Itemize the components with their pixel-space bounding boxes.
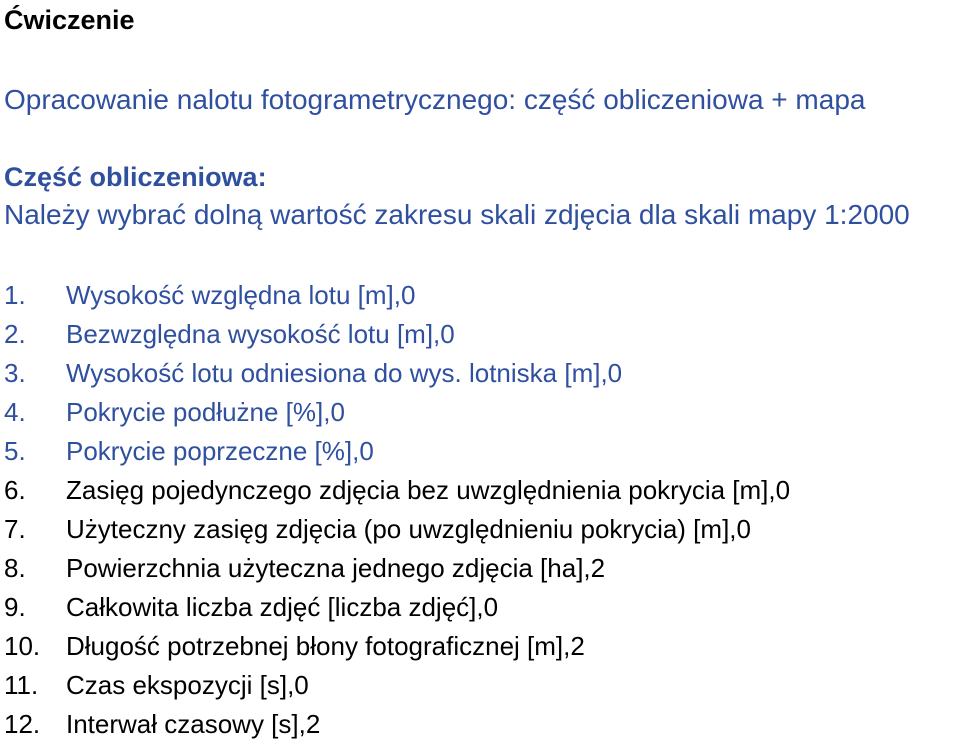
- exercise-subtitle: Opracowanie nalotu fotogrametrycznego: część obliczeniowa + mapa: [4, 84, 866, 115]
- item-number: 9.: [4, 592, 26, 622]
- item-text: Wysokość lotu odniesiona do wys. lotniska [m],0: [66, 358, 623, 388]
- item-text: Całkowita liczba zdjęć [liczba zdjęć],0: [66, 592, 499, 622]
- item-number: 4.: [4, 397, 26, 427]
- item-text: Pokrycie poprzeczne [%],0: [66, 436, 374, 466]
- item-text: Długość potrzebnej błony fotograficznej [m],2: [66, 631, 585, 661]
- item-number: 8.: [4, 553, 26, 583]
- item-text: Użyteczny zasięg zdjęcia (po uwzględnieniu pokrycia) [m],0: [66, 514, 751, 544]
- item-number: 11.: [4, 670, 39, 700]
- item-text: Bezwzględna wysokość lotu [m],0: [66, 319, 455, 349]
- item-number: 5.: [4, 436, 26, 466]
- item-number: 2.: [4, 319, 26, 349]
- item-text: Pokrycie podłużne [%],0: [66, 397, 345, 427]
- page-title: Ćwiczenie: [4, 5, 135, 35]
- item-number: 12.: [4, 709, 41, 739]
- instruction-text: Należy wybrać dolną wartość zakresu skali zdjęcia dla skali mapy 1:2000: [4, 199, 910, 230]
- item-number: 3.: [4, 358, 26, 388]
- item-number: 7.: [4, 514, 26, 544]
- item-text: Wysokość względna lotu [m],0: [66, 280, 416, 310]
- item-text: Interwał czasowy [s],2: [66, 709, 321, 739]
- section-heading: Część obliczeniowa:: [4, 162, 267, 192]
- item-number: 10.: [4, 631, 41, 661]
- item-text: Czas ekspozycji [s],0: [66, 670, 309, 700]
- item-text: Zasięg pojedynczego zdjęcia bez uwzględnienia pokrycia [m],0: [66, 475, 791, 505]
- item-text: Powierzchnia użyteczna jednego zdjęcia [ha],2: [66, 553, 606, 583]
- item-number: 6.: [4, 475, 26, 505]
- item-number: 1.: [4, 280, 26, 310]
